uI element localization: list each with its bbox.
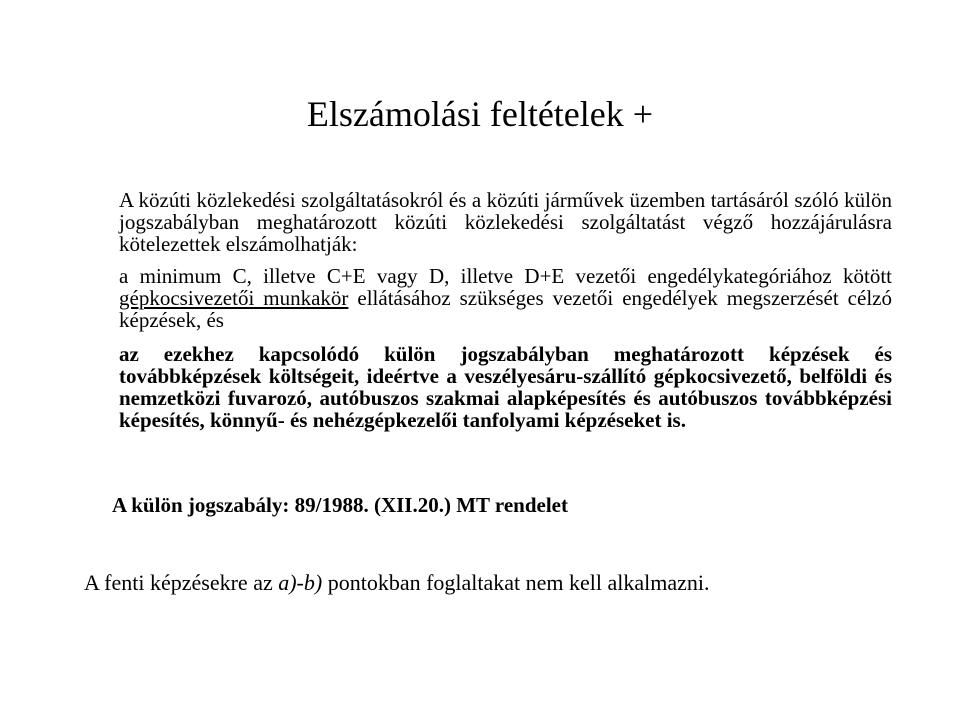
paragraph-item-a-start: a minimum C, illetve C+E vagy D, illetve D+E vezetői engedélykategóriához kötött <box>119 264 892 288</box>
paragraph-regulation: A külön jogszabály: 89/1988. (XII.20.) MT rendelet <box>112 493 568 517</box>
paragraph-note-start: A fenti képzésekre az <box>84 570 279 595</box>
slide-title: Elszámolási feltételek + <box>306 94 654 135</box>
paragraph-item-a <box>119 265 892 331</box>
paragraph-item-a-underlined: gépkocsivezetői munkakör <box>119 286 349 310</box>
paragraph-note-end: pontokban foglaltakat nem kell alkalmazni. <box>322 570 710 595</box>
paragraph-intro: A közúti közlekedési szolgáltatásokról és a közúti járművek üzemben tartásáról szóló külön jogszabályban meghatározott közúti közlekedési szolgáltatást végző hozzájárulásra kötelezettek elszámolhatják: <box>119 188 892 256</box>
paragraph-note <box>84 572 884 594</box>
paragraph-item-b: az ezekhez kapcsolódó külön jogszabályban meghatározott képzések és továbbképzések költségeit, ideértve a veszélyesáru-szállító gépkocsivezető, belföldi és nemzetközi fuvarozó, autóbuszos szakmai alapképesítés és autóbuszos továbbképzési képesítés, könnyű- és nehézgépkezelői tanfolyami képzéseket is. <box>119 342 892 432</box>
paragraph-item-a-end: ellátásához szükséges vezetői engedélyek megszerzését célzó képzések, és <box>119 286 892 332</box>
paragraph-note-italic: a)-b) <box>278 570 323 595</box>
